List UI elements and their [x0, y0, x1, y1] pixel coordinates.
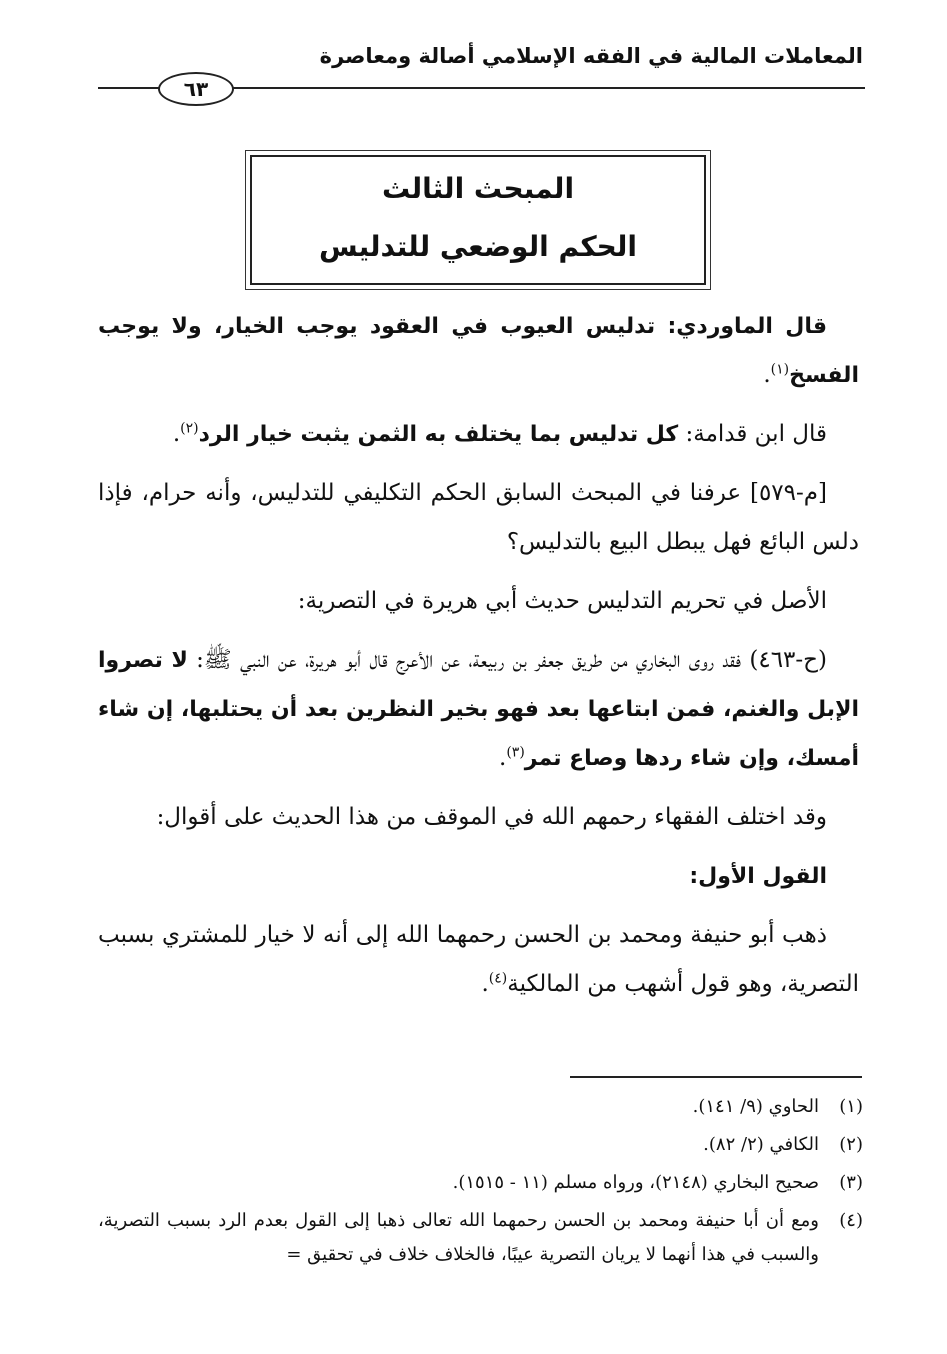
paragraph-end: .: [172, 421, 181, 447]
paragraph-end: .: [481, 971, 489, 997]
footnotes: [98, 1090, 863, 1276]
paragraph-end: .: [499, 745, 507, 771]
footnote-text: صحيح البخاري (٢١٤٨)، ورواه مسلم (١١ - ١٥١٥).: [452, 1172, 819, 1193]
paragraph-origin: الأصل في تحريم التدليس حديث أبي هريرة في التصرية:: [297, 588, 827, 614]
footnote-4: [98, 1204, 863, 1272]
quote-bold: كل تدليس بما يختلف به الثمن يثبت خيار الرد: [198, 422, 679, 447]
section-title-frame: [245, 150, 711, 290]
footnote-1: [98, 1090, 863, 1124]
footnote-2: [98, 1128, 863, 1162]
footnote-text: ومع أن أبا حنيفة ومحمد بن الحسن رحمهما الله تعالى ذهبا إلى القول بعدم الرد بسبب التصرية، والسبب في هذا أنهما لا يريان التصرية عيبًا، فالخلاف خلاف في تحقيق =: [98, 1210, 819, 1265]
paragraph-lead: قال ابن قدامة:: [678, 421, 827, 447]
footnote-text: الكافي (٢/ ٨٢).: [703, 1134, 819, 1155]
paragraph-end: .: [763, 362, 771, 388]
paragraph-abu-hanifa: [98, 911, 859, 1009]
page-number-badge: ٦٣: [158, 72, 234, 106]
paragraph-text: قال الماوردي: تدليس العيوب في العقود يوجب الخيار، ولا يوجب الفسخ: [98, 314, 859, 388]
subheading-first-opinion: القول الأول:: [689, 864, 827, 889]
paragraph-mawardi: [98, 302, 859, 400]
footnote-text: الحاوي (٩/ ١٤١).: [692, 1096, 819, 1117]
footnote-number: (٢): [839, 1134, 863, 1155]
paragraph-hadith-463: [98, 636, 859, 783]
section-title-line2: الحكم الوضعي للتدليس: [319, 230, 637, 263]
hadith-text-bold: لا تصروا الإبل والغنم، فمن ابتاعها بعد فهو بخير النظرين بعد أن يحتلبها، إن شاء أمسك، وإن شاء ردها وصاع تمر: [98, 648, 859, 771]
footnote-number: (١): [839, 1096, 863, 1117]
footnote-ref-3[interactable]: (٣): [506, 744, 525, 761]
paragraph-disagreement: وقد اختلف الفقهاء رحمهم الله في الموقف من هذا الحديث على أقوال:: [156, 804, 827, 830]
footnote-number: (٣): [839, 1172, 863, 1193]
footnote-ref-1[interactable]: (١): [770, 361, 790, 378]
paragraph-lead: (ح-٤٦٣) فقد روى البخاري من طريق جعفر بن ربيعة، عن الأعرج قال أبو هريرة، عن النبي ﷺ:: [187, 647, 827, 673]
body-text: [98, 302, 859, 1019]
footnote-number: (٤): [839, 1210, 863, 1231]
paragraph-text: ذهب أبو حنيفة ومحمد بن الحسن رحمهما الله إلى أنه لا خيار للمشتري بسبب التصرية، وهو قول أشهب من المالكية: [98, 922, 859, 997]
section-title-line1: المبحث الثالث: [381, 172, 575, 205]
footnote-separator: [570, 1076, 862, 1078]
footnote-ref-4[interactable]: (٤): [488, 970, 508, 987]
footnote-ref-2[interactable]: (٢): [180, 420, 199, 437]
section-title-inner-frame: [250, 155, 706, 285]
footnote-3: [98, 1166, 863, 1200]
running-header: المعاملات المالية في الفقه الإسلامي أصالة ومعاصرة: [319, 44, 863, 68]
paragraph-ibn-qudama: [98, 410, 859, 459]
paragraph-issue-579: [م-٥٧٩] عرفنا في المبحث السابق الحكم التكليفي للتدليس، وأنه حرام، فإذا دلس البائع فهل يبطل البيع بالتدليس؟: [98, 480, 859, 555]
